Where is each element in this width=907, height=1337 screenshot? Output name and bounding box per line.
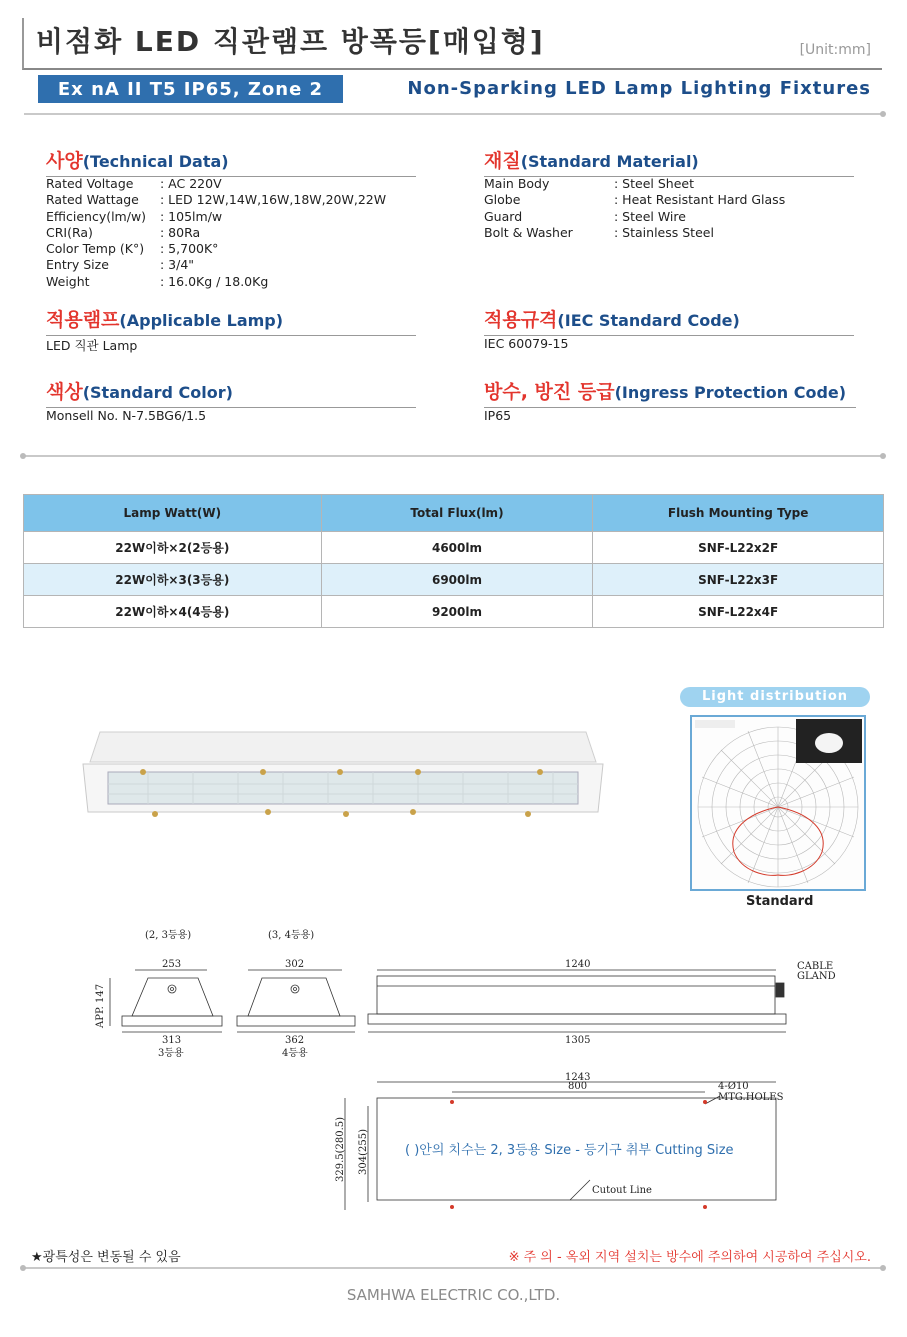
- color-heading: 색상(Standard Color): [46, 377, 416, 408]
- dim-1243: 1243: [565, 1072, 591, 1083]
- spec-row: Color Temp (K°) : 5,700K°: [46, 241, 219, 257]
- ldc-pill: Light distribution: [680, 687, 870, 707]
- divider-dot: [880, 453, 886, 459]
- table-cell: 6900lm: [321, 564, 593, 596]
- divider-bottom: [24, 1267, 882, 1269]
- table-header: Total Flux(lm): [321, 495, 593, 532]
- dim-3295: 329.5(280.5): [335, 1116, 346, 1182]
- iec-heading: 적용규격(IEC Standard Code): [484, 305, 854, 336]
- material-row: Globe : Heat Resistant Hard Glass: [484, 192, 786, 208]
- table-header: Lamp Watt(W): [24, 495, 322, 532]
- footer-note: ★광특성은 변동될 수 있음: [31, 1250, 181, 1265]
- size-note: ( )안의 치수는 2, 3등용 Size - 등기구 취부 Cutting Size: [405, 1143, 734, 1158]
- page-title: 비점화 LED 직관램프 방폭등[매입형]: [36, 25, 545, 58]
- spec-row: Rated Voltage : AC 220V: [46, 176, 222, 191]
- drawing-label-23: (2, 3등용): [145, 930, 192, 941]
- divider-top: [24, 113, 882, 115]
- color-value: Monsell No. N-7.5BG6/1.5: [46, 408, 207, 423]
- table-row: [24, 564, 884, 596]
- material-row: Bolt & Washer : Stainless Steel: [484, 224, 714, 240]
- dim-304: 304(255): [358, 1129, 369, 1175]
- polar-plot: [692, 717, 864, 889]
- product-image: [78, 722, 608, 827]
- table-cell: 22W이하×3(3등용): [24, 564, 322, 596]
- table-cell: SNF-L22x4F: [593, 596, 884, 628]
- divider-dot: [20, 1265, 26, 1271]
- dim-app147: APP. 147: [95, 983, 106, 1028]
- table-cell: 9200lm: [321, 596, 593, 628]
- certification-badge: Ex nA II T5 IP65, Zone 2: [38, 75, 343, 103]
- company-name: SAMHWA ELECTRIC CO.,LTD.: [346, 1286, 561, 1304]
- material-row: Main Body : Steel Sheet: [484, 176, 694, 191]
- dim-302: 302: [285, 959, 305, 970]
- dim-3sub: 3등용: [158, 1048, 184, 1059]
- cutout-label: Cutout Line: [592, 1185, 652, 1196]
- cable-label-1: CABLE: [797, 961, 834, 972]
- table-cell: 22W이하×4(4등용): [24, 596, 322, 628]
- dimension-drawing: [0, 920, 907, 1220]
- lamp-heading: 적용램프(Applicable Lamp): [46, 305, 416, 336]
- dim-362: 362: [285, 1035, 305, 1046]
- footer-warning: ※ 주 의 - 옥외 지역 설치는 방수에 주의하여 시공하여 주십시오.: [508, 1250, 871, 1265]
- divider-dot: [880, 111, 886, 117]
- spec-row: Weight : 16.0Kg / 18.0Kg: [46, 273, 269, 289]
- table-row: [24, 596, 884, 628]
- iec-value: IEC 60079-15: [484, 336, 569, 351]
- table-cell: 22W이하×2(2등용): [24, 532, 322, 564]
- cable-label-2: GLAND: [797, 971, 836, 982]
- lamp-value: LED 직관 Lamp: [46, 338, 138, 353]
- dim-313: 313: [162, 1035, 182, 1046]
- table-header-row: [24, 495, 884, 532]
- ip-heading: 방수, 방진 등급(Ingress Protection Code): [484, 377, 856, 408]
- technical-heading: 사양(Technical Data): [46, 146, 416, 177]
- dim-1240: 1240: [565, 959, 591, 970]
- unit-label: [Unit:mm]: [799, 42, 871, 58]
- table-cell: SNF-L22x2F: [593, 532, 884, 564]
- spec-row: Efficiency(lm/w) : 105lm/w: [46, 208, 223, 224]
- spec-row: Entry Size : 3/4": [46, 257, 195, 273]
- divider-dot: [20, 453, 26, 459]
- ip-value: IP65: [484, 408, 512, 423]
- drawing-label-34: (3, 4등용): [268, 930, 315, 941]
- holes-label-2: MTG.HOLES: [718, 1092, 784, 1103]
- table-row: [24, 532, 884, 564]
- table-header: Flush Mounting Type: [593, 495, 884, 532]
- dim-1305: 1305: [565, 1035, 591, 1046]
- material-list: [484, 176, 785, 241]
- dim-4sub: 4등용: [282, 1048, 308, 1059]
- ldc-label: Standard: [746, 894, 814, 909]
- spec-row: Rated Wattage : LED 12W,14W,16W,18W,20W,22W: [46, 192, 387, 208]
- technical-list: [46, 176, 386, 290]
- holes-label-1: 4-Ø10: [718, 1081, 749, 1092]
- divider-middle: [24, 455, 882, 457]
- ldc-chart: [690, 715, 866, 891]
- table-cell: SNF-L22x3F: [593, 564, 884, 596]
- material-row: Guard : Steel Wire: [484, 208, 686, 224]
- product-subtitle: Non-Sparking LED Lamp Lighting Fixtures: [407, 78, 871, 99]
- product-table: [23, 494, 884, 628]
- material-heading: 재질(Standard Material): [484, 146, 854, 177]
- table-cell: 4600lm: [321, 532, 593, 564]
- divider-dot: [880, 1265, 886, 1271]
- dim-253: 253: [162, 959, 182, 970]
- spec-row: CRI(Ra) : 80Ra: [46, 224, 201, 240]
- dim-800: 800: [568, 1081, 588, 1092]
